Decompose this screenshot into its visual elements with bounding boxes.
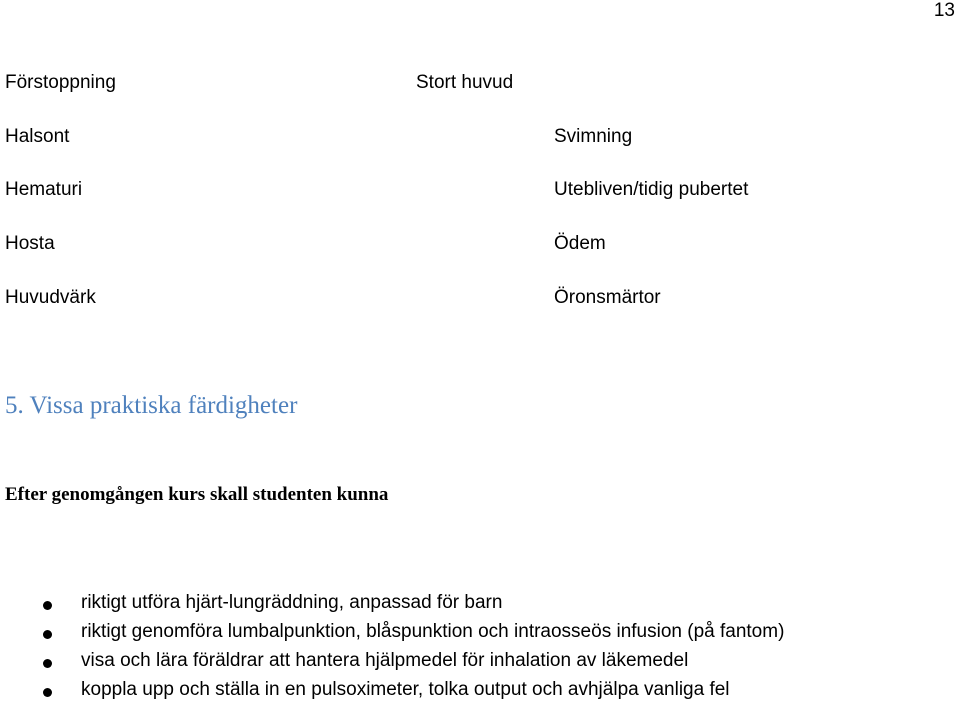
- section-intro: Efter genomgången kurs skall studenten kunna: [5, 484, 389, 505]
- bullet-icon: [43, 630, 52, 639]
- bullet-text: visa och lära föräldrar att hantera hjälpmedel för inhalation av läkemedel: [81, 650, 689, 671]
- symptom-item: Utebliven/tidig pubertet: [554, 179, 749, 200]
- bullet-text: koppla upp och ställa in en pulsoximeter, tolka output och avhjälpa vanliga fel: [81, 679, 730, 700]
- bullet-icon: [43, 659, 52, 668]
- bullet-icon: [43, 688, 52, 697]
- bullet-icon: [43, 601, 52, 610]
- symptom-item: Svimning: [554, 126, 633, 147]
- symptom-item: Ödem: [554, 233, 606, 254]
- symptom-item: Öronsmärtor: [554, 287, 661, 308]
- symptom-item: Stort huvud: [416, 72, 514, 93]
- symptom-item: Halsont: [5, 126, 70, 147]
- page-number: 13: [933, 0, 955, 21]
- symptom-item: Huvudvärk: [5, 287, 96, 308]
- symptom-item: Hematuri: [5, 179, 83, 200]
- symptom-item: Förstoppning: [5, 72, 116, 93]
- bullet-text: riktigt utföra hjärt-lungräddning, anpassad för barn: [81, 592, 503, 613]
- symptom-item: Hosta: [5, 233, 55, 254]
- bullet-text: riktigt genomföra lumbalpunktion, blåspunktion och intraosseös infusion (på fantom): [81, 621, 785, 642]
- section-heading: 5. Vissa praktiska färdigheter: [5, 392, 298, 419]
